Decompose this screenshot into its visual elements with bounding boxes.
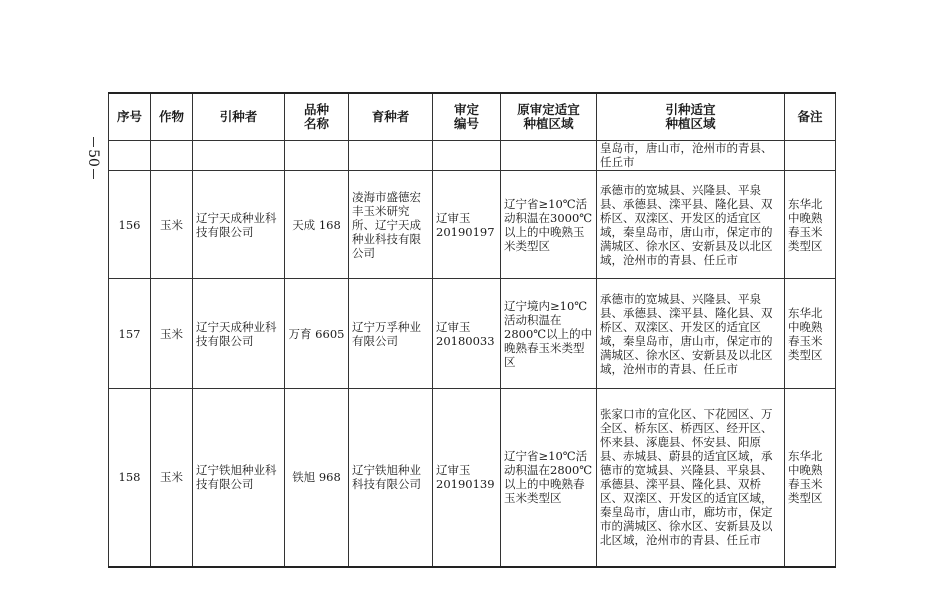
header-approval-line2: 编号 <box>453 116 479 131</box>
header-remark: 备注 <box>785 93 836 141</box>
header-crop: 作物 <box>151 93 193 141</box>
cell-crop: 玉米 <box>151 389 193 567</box>
cell-seq: 158 <box>109 389 151 567</box>
cell-empty <box>285 141 349 171</box>
header-variety <box>285 93 349 141</box>
cell-variety: 万育 6605 <box>285 279 349 389</box>
cell-remark: 东华北中晚熟春玉米类型区 <box>785 279 836 389</box>
cell-empty <box>151 141 193 171</box>
cell-empty <box>193 141 285 171</box>
cell-empty <box>785 141 836 171</box>
header-intro-region <box>597 93 785 141</box>
header-breeder: 育种者 <box>349 93 433 141</box>
cell-orig-region: 辽宁省≥10℃活动积温在2800℃以上的中晚熟春玉米类型区 <box>501 389 597 567</box>
page-number-dash-top <box>93 137 94 147</box>
cell-orig-region: 辽宁省≥10℃活动积温在3000℃以上的中晚熟玉米类型区 <box>501 171 597 279</box>
cell-empty <box>109 141 151 171</box>
table-row <box>109 389 836 567</box>
cell-introducer: 辽宁天成种业科技有限公司 <box>193 171 285 279</box>
cell-crop: 玉米 <box>151 171 193 279</box>
cell-introducer: 辽宁铁旭种业科技有限公司 <box>193 389 285 567</box>
cell-introducer: 辽宁天成种业科技有限公司 <box>193 279 285 389</box>
cell-orig-region: 辽宁境内≥10℃活动积温在2800℃以上的中晚熟春玉米类型区 <box>501 279 597 389</box>
cell-intro-region: 张家口市的宣化区、下花园区、万全区、桥东区、桥西区、经开区、怀来县、涿鹿县、怀安县、阳原县、赤城县、蔚县的适宜区域，承德市的宽城县、兴隆县、平泉县、承德县、滦平县、隆化县、双桥区、双滦区、开发区的适宜区域，秦皇岛市，唐山市，廊坊市，保定市的满城区、徐水区、安新县及以北区域，沧州市的青县、任丘市 <box>597 389 785 567</box>
header-introducer: 引种者 <box>193 93 285 141</box>
cell-breeder: 辽宁铁旭种业科技有限公司 <box>349 389 433 567</box>
header-variety-line1: 品种 <box>303 102 329 117</box>
table-row <box>109 279 836 389</box>
header-approval-line1: 审定 <box>453 102 479 117</box>
table-header-row <box>109 93 836 141</box>
table-row-continuation <box>109 141 836 171</box>
page-number <box>78 118 108 198</box>
header-intro-region-line1: 引种适宜 <box>665 102 716 117</box>
cell-remark: 东华北中晚熟春玉米类型区 <box>785 171 836 279</box>
cell-crop: 玉米 <box>151 279 193 389</box>
cell-seq: 156 <box>109 171 151 279</box>
cell-approval: 辽审玉 20190139 <box>433 389 501 567</box>
variety-introduction-table <box>108 92 836 568</box>
header-intro-region-line2: 种植区域 <box>665 116 716 131</box>
cell-remark: 东华北中晚熟春玉米类型区 <box>785 389 836 567</box>
cell-variety: 天成 168 <box>285 171 349 279</box>
header-orig-region-line1: 原审定适宜 <box>517 102 580 117</box>
cell-approval: 辽审玉 20190197 <box>433 171 501 279</box>
cell-breeder: 凌海市盛德宏丰玉米研究所、辽宁天成种业科技有限公司 <box>349 171 433 279</box>
header-orig-region <box>501 93 597 141</box>
header-seq: 序号 <box>109 93 151 141</box>
cell-empty <box>433 141 501 171</box>
cell-empty <box>349 141 433 171</box>
cell-variety: 铁旭 968 <box>285 389 349 567</box>
cell-empty <box>501 141 597 171</box>
header-variety-line2: 名称 <box>303 116 329 131</box>
cell-intro-region-continued: 皇岛市，唐山市，沧州市的青县、任丘市 <box>597 141 785 171</box>
cell-breeder: 辽宁万孚种业有限公司 <box>349 279 433 389</box>
page-number-text: 50 <box>84 149 101 167</box>
cell-approval: 辽审玉 20180033 <box>433 279 501 389</box>
page-number-dash-bottom <box>93 169 94 179</box>
cell-seq: 157 <box>109 279 151 389</box>
header-orig-region-line2: 种植区域 <box>523 116 574 131</box>
header-approval <box>433 93 501 141</box>
cell-intro-region: 承德市的宽城县、兴隆县、平泉县、承德县、滦平县、隆化县、双桥区、双滦区、开发区的适宜区域，秦皇岛市，唐山市，保定市的满城区、徐水区、安新县及以北区域，沧州市的青县、任丘市 <box>597 279 785 389</box>
cell-intro-region: 承德市的宽城县、兴隆县、平泉县、承德县、滦平县、隆化县、双桥区、双滦区、开发区的适宜区域，秦皇岛市，唐山市，保定市的满城区、徐水区、安新县及以北区域，沧州市的青县、任丘市 <box>597 171 785 279</box>
table-row <box>109 171 836 279</box>
